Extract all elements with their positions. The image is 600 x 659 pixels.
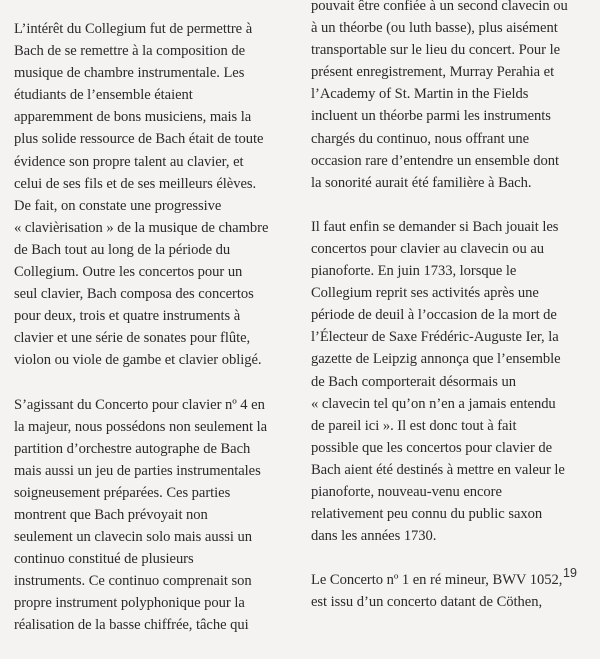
paragraph: [14, 18, 296, 372]
text-line: seulement un clavecin solo mais aussi un: [14, 529, 252, 546]
page-number: 19: [563, 566, 577, 580]
text-line: de pareil ici ». Il est donc tout à fait: [311, 417, 517, 434]
text-line: possible que les concertos pour clavier de: [311, 439, 553, 456]
text-line: de Bach tout au long de la période du: [14, 241, 231, 258]
text-line: Collegium. Outre les concertos pour un: [14, 264, 243, 281]
text-line: chargés du continuo, nous offrant une: [311, 130, 530, 147]
text-line: violon ou viole de gambe et clavier obligé.: [14, 352, 262, 369]
text-line: instruments. Ce continuo comprenait son: [14, 573, 252, 590]
text-line: partition d’orchestre autographe de Bach: [14, 440, 251, 457]
text-line: Bach aient été destinés à mettre en valeur le: [311, 461, 565, 478]
text-line: gazette de Leipzig annonça que l’ensemble: [311, 351, 561, 368]
text-line: S’agissant du Concerto pour clavier nº 4 en: [14, 396, 265, 413]
paragraph: [311, 569, 593, 613]
text-line: De fait, on constate une progressive: [14, 197, 222, 214]
text-line: évidence son propre talent au clavier, et: [14, 153, 244, 170]
text-line: pianoforte, nouveau-venu encore: [311, 483, 502, 500]
text-line: montrent que Bach prévoyait non: [14, 506, 208, 523]
text-line: seul clavier, Bach composa des concertos: [14, 286, 254, 303]
text-line: est issu d’un concerto datant de Cöthen,: [311, 594, 543, 611]
text-line: relativement peu connu du public saxon: [311, 506, 543, 523]
text-line: transportable sur le lieu du concert. Pour le: [311, 42, 561, 59]
paragraph: [311, 216, 593, 547]
text-line: la sonorité aurait été familière à Bach.: [311, 174, 532, 191]
text-line: mais aussi un jeu de parties instrumentales: [14, 462, 261, 479]
text-line: soigneusement préparées. Ces parties: [14, 484, 231, 501]
text-line: concertos pour clavier au clavecin ou au: [311, 240, 545, 257]
text-line: clavier et une série de sonates pour flûte,: [14, 330, 251, 347]
text-line: Il faut enfin se demander si Bach jouait les: [311, 218, 559, 235]
text-line: à un théorbe (ou luth basse), plus aisément: [311, 20, 558, 37]
text-line: période de deuil à l’occasion de la mort de: [311, 307, 557, 324]
text-line: pianoforte. En juin 1733, lorsque le: [311, 263, 517, 280]
text-line: occasion rare d’entendre un ensemble dont: [311, 152, 559, 169]
text-line: la majeur, nous possédons non seulement la: [14, 418, 268, 435]
text-line: incluent un théorbe parmi les instruments: [311, 108, 551, 125]
text-line: présent enregistrement, Murray Perahia et: [311, 64, 555, 81]
text-line: étudiants de l’ensemble étaient: [14, 87, 193, 104]
text-line: l’Academy of St. Martin in the Fields: [311, 86, 529, 103]
text-line: musique de chambre instrumentale. Les: [14, 65, 245, 82]
text-line: Collegium reprit ses activités après une: [311, 285, 539, 302]
text-line: réalisation de la basse chiffrée, tâche qui: [14, 617, 249, 634]
text-line: pouvait être confiée à un second clavecin ou: [311, 0, 568, 14]
text-line: apparemment de bons musiciens, mais la: [14, 109, 252, 126]
text-line: continuo constitué de plusieurs: [14, 551, 194, 568]
text-line: Bach de se remettre à la composition de: [14, 43, 246, 60]
text-line: Le Concerto nº 1 en ré mineur, BWV 1052,: [311, 572, 563, 589]
right-column: [311, 0, 593, 635]
text-line: celui de ses fils et de ses meilleurs élèves.: [14, 175, 257, 192]
text-line: L’intérêt du Collegium fut de permettre à: [14, 21, 253, 37]
text-line: dans les années 1730.: [311, 528, 437, 545]
text-line: propre instrument polyphonique pour la: [14, 595, 245, 612]
text-line: de Bach comporterait désormais un: [311, 373, 517, 390]
paragraph: [311, 0, 593, 194]
text-line: « clavecin tel qu’on n’en a jamais entendu: [311, 395, 556, 412]
text-line: « clavièrisation » de la musique de chambre: [14, 219, 269, 236]
left-column: [14, 18, 296, 659]
text-line: plus solide ressource de Bach était de toute: [14, 131, 264, 148]
text-line: pour deux, trois et quatre instruments à: [14, 308, 241, 325]
paragraph: [14, 394, 296, 637]
text-line: l’Électeur de Saxe Frédéric-Auguste Ier, la: [311, 329, 559, 346]
